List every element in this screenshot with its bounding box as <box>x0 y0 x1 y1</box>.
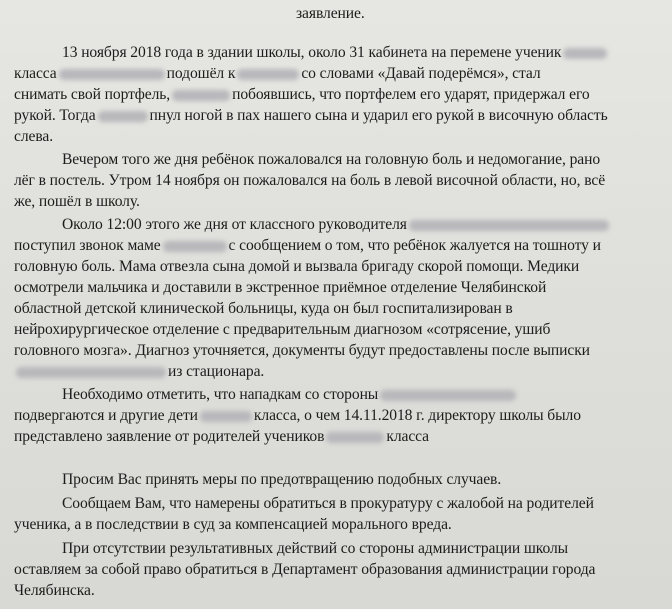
text-line: лёг в постель. Утром 14 ноября он пожаловался на боль в левой височной области, но, всё <box>14 172 606 189</box>
text-line: представлено заявление от родителей учеников класса <box>14 428 430 445</box>
redacted-name <box>163 241 227 252</box>
text-line: Сообщаем Вам, что намерены обратиться в прокуратуру с жалобой на родителей <box>62 495 594 512</box>
document-title: заявление. <box>296 5 365 22</box>
text-line: подвергаются и другие дети класса, о чем 14.11.2018 г. директору школы было <box>14 407 581 424</box>
redacted-name <box>16 367 166 378</box>
text-line: головного мозга». Диагноз уточняется, документы будут предоставлены после выписки <box>14 342 590 359</box>
redacted-name <box>237 69 299 80</box>
text-line: слева. <box>14 128 54 145</box>
redacted-name <box>59 69 165 80</box>
text-line: нейрохирургическое отделение с предварительным диагнозом «сотрясение, ушиб <box>14 321 551 338</box>
text-line: ученика, а в последствии в суд за компенсацией морального вреда. <box>14 516 452 533</box>
redacted-name <box>98 111 148 122</box>
text-line: 13 ноября 2018 года в здании школы, около 31 кабинета на перемене ученик <box>62 43 609 63</box>
text-line: областной детской клинической больницы, куда он был госпитализирован в <box>14 300 513 317</box>
text-line: Необходимо отметить, что нападкам со стороны <box>62 385 518 405</box>
text-line: класса подошёл к со словами «Давай подерёмся», стал <box>14 65 541 82</box>
redacted-name <box>563 48 607 59</box>
text-line: Вечером того же дня ребёнок пожаловался на головную боль и недомогание, рано <box>62 151 601 168</box>
text-line: оставляем за собой право обратиться в Департамент образования администрации города <box>14 561 596 578</box>
text-line: рукой. Тогда пнул ногой в пах нашего сына и ударил его рукой в височную область <box>14 107 608 124</box>
text-line: же, пошёл в школу. <box>14 193 140 210</box>
text-line: Просим Вас принять меры по предотвращению подобных случаев. <box>62 471 502 488</box>
text-line: При отсутствии результативных действий со стороны администрации школы <box>62 540 569 557</box>
text-line: головную боль. Мама отвезла сына домой и вызвала бригаду скорой помощи. Медики <box>14 258 580 275</box>
redacted-name <box>409 220 609 231</box>
text-line: Челябинска. <box>14 582 95 599</box>
text-line: Около 12:00 этого же дня от классного руководителя <box>62 215 611 235</box>
redacted-name <box>326 432 384 443</box>
text-line: поступил звонок маме с сообщением о том, что ребёнок жалуется на тошноту и <box>14 237 601 254</box>
redacted-name <box>172 90 230 101</box>
redacted-name <box>380 390 516 401</box>
text-line: из стационара. <box>14 362 264 382</box>
redacted-name <box>200 411 252 422</box>
text-line: осмотрели мальчика и доставили в экстренное приёмное отделение Челябинской <box>14 279 547 296</box>
text-line: снимать свой портфель, побоявшись, что портфелем его ударят, придержал его <box>14 86 590 103</box>
